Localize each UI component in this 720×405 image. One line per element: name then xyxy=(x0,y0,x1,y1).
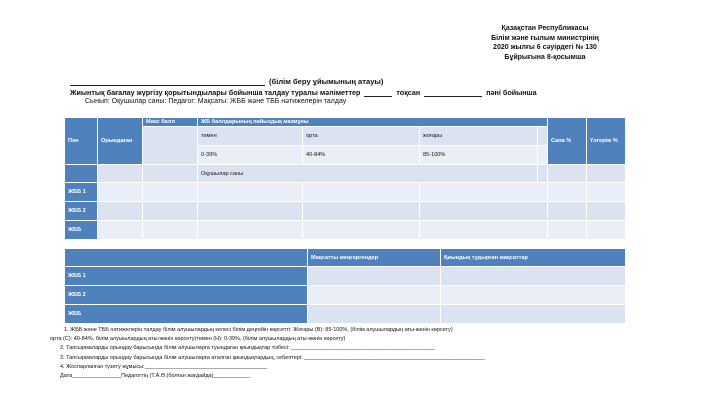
table-cell[interactable] xyxy=(98,165,143,183)
table-cell[interactable] xyxy=(303,183,420,202)
col-header-difficult: Қиындық тудырған мақсаттар xyxy=(441,249,626,267)
footer-line-3: 2. Тапсырмаларды орындау барысында білім алушыларға туындаған қиындықтар тізбесі: _______________________________________________ xyxy=(60,345,435,352)
objectives-table xyxy=(64,248,626,324)
header-line-3: 2020 жылғы 6 сәуірдегі № 130 xyxy=(493,44,597,51)
table-cell[interactable] xyxy=(303,202,420,221)
quarter-blank[interactable] xyxy=(364,89,392,97)
level-mid: орта xyxy=(303,127,420,146)
table-cell[interactable] xyxy=(420,183,548,202)
subject-blank[interactable] xyxy=(424,89,482,97)
org-name-label: (білім беру ұйымының атауы) xyxy=(269,77,384,86)
row-label: ЖББ 2 xyxy=(65,202,98,221)
row-label: ЖББ 1 xyxy=(65,267,308,286)
col-header-subject: Пән xyxy=(65,118,98,165)
table-cell[interactable] xyxy=(420,202,548,221)
header-line-2: Білім және ғылым министрінің xyxy=(491,34,599,42)
table-cell[interactable] xyxy=(198,202,303,221)
range-low: 0-39% xyxy=(198,146,303,165)
table-cell[interactable] xyxy=(308,305,441,324)
header-line-1: Қазақстан Республикасы xyxy=(501,25,589,32)
table-cell[interactable] xyxy=(441,305,626,324)
table-cell[interactable] xyxy=(587,183,626,202)
table-row xyxy=(65,305,626,324)
footer-line-1: 1. ЖББ және ТББ нәтижелерін талдау білім алушылардың келесі білім деңгейін көрсетті: Жоғары (В): 85-100%, (білім алушылардың аты-жөнін көрсету) xyxy=(64,327,453,333)
table-cell[interactable] xyxy=(98,202,143,221)
table-row xyxy=(65,183,626,202)
row-label: ЖББ xyxy=(65,221,98,240)
title-part-3: пәні бойынша xyxy=(486,88,537,97)
students-count-label: Оқушылар саны xyxy=(198,165,538,183)
table-cell[interactable] xyxy=(441,286,626,305)
objectives-header-spacer xyxy=(65,249,308,267)
footer-line-5: 4. Жоспарланған түзету жұмысы:________________________________________ xyxy=(60,363,267,370)
table-cell[interactable] xyxy=(198,221,303,240)
level-spacer xyxy=(538,127,548,146)
table-row xyxy=(65,286,626,305)
appendix-header xyxy=(460,24,630,62)
table-cell[interactable] xyxy=(98,221,143,240)
table-cell[interactable] xyxy=(548,183,587,202)
table-row xyxy=(65,202,626,221)
org-name-line xyxy=(70,77,383,86)
col-header-quality: Сапа % xyxy=(548,118,587,165)
row-label: ЖББ xyxy=(65,305,308,324)
table-cell[interactable] xyxy=(587,202,626,221)
table-cell[interactable] xyxy=(143,202,198,221)
col-header-completed: Орындаған xyxy=(98,118,143,165)
table-cell[interactable] xyxy=(548,202,587,221)
col-header-range: ЖБ баллдарының пайыздық мазмұны xyxy=(198,118,548,127)
table-cell[interactable] xyxy=(143,221,198,240)
table-cell[interactable] xyxy=(538,165,548,183)
table-cell[interactable] xyxy=(441,267,626,286)
table-cell[interactable] xyxy=(143,183,198,202)
table-cell[interactable] xyxy=(587,221,626,240)
info-line: Сынып: Оқушылар саны: Педагог: Мақсаты: ЖББ және ТББ нәтижелерін талдау xyxy=(85,98,347,105)
footer-notes xyxy=(50,326,670,381)
table-row xyxy=(65,221,626,240)
footer-line-6: Дата________________Педагогтің (Т.А.Ә.(болған жағдайда)____________ xyxy=(60,373,251,380)
title-part-2: тоқсан xyxy=(396,88,421,97)
subject-blank-cell[interactable] xyxy=(65,165,98,183)
col-header-max: Макс балл xyxy=(143,118,198,127)
range-spacer xyxy=(538,146,548,165)
row-label: ЖББ 2 xyxy=(65,286,308,305)
col-header-achieved: Мақсатты меңгергендер xyxy=(308,249,441,267)
document-title xyxy=(70,88,537,97)
col-header-progress: Үлгерім % xyxy=(587,118,626,165)
table-cell[interactable] xyxy=(420,221,548,240)
org-name-blank[interactable] xyxy=(70,78,265,86)
max-score-cell[interactable] xyxy=(143,127,198,165)
table-cell[interactable] xyxy=(587,165,626,183)
range-mid: 40-84% xyxy=(303,146,420,165)
table-row xyxy=(65,267,626,286)
title-part-1: Жиынтық бағалау жүргізу қорытындылары бойынша талдау туралы мәліметтер xyxy=(70,88,361,97)
level-high: жоғары xyxy=(420,127,538,146)
results-table xyxy=(64,117,626,240)
table-cell[interactable] xyxy=(548,221,587,240)
table-cell[interactable] xyxy=(308,267,441,286)
table-cell[interactable] xyxy=(143,165,198,183)
footer-line-4: 3. Тапсырмаларды орындау барысында білім алушыларға аталған қиындықтардың, себептері: ___________________________________________________________ xyxy=(60,354,485,361)
table-cell[interactable] xyxy=(548,165,587,183)
footer-line-2: орта (С): 40-84%, білім алушылардың аты-жөнін көрсету)төмен (Н): 0-39%, (білім алушылардың аты-жөнін көрсету) xyxy=(50,336,346,343)
range-high: 85-100% xyxy=(420,146,538,165)
table-cell[interactable] xyxy=(308,286,441,305)
table-cell[interactable] xyxy=(303,221,420,240)
table-cell[interactable] xyxy=(98,183,143,202)
header-line-4: Бұйрығына 8-қосымша xyxy=(504,53,586,61)
level-low: төмен xyxy=(198,127,303,146)
row-label: ЖББ 1 xyxy=(65,183,98,202)
table-cell[interactable] xyxy=(198,183,303,202)
